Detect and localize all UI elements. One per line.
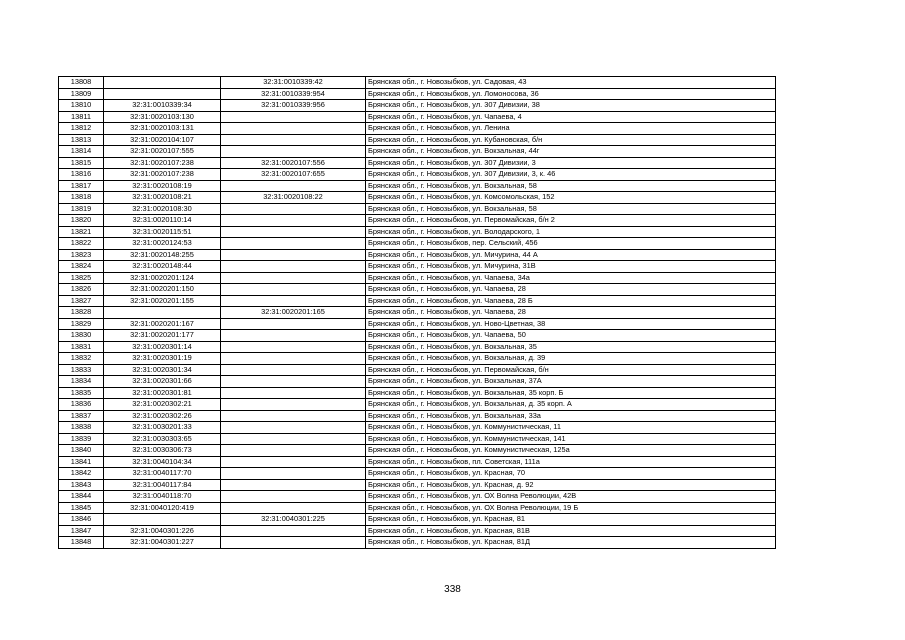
building-cadastral-number-cell <box>221 318 366 330</box>
building-cadastral-number-cell <box>221 433 366 445</box>
address-cell: Брянская обл., г. Новозыбков, ул. Чапаева, 34а <box>366 272 776 284</box>
building-cadastral-number-cell <box>221 341 366 353</box>
cadastral-number-cell: 32:31:0020201:150 <box>104 284 221 296</box>
building-cadastral-number-cell <box>221 399 366 411</box>
address-cell: Брянская обл., г. Новозыбков, ул. Мичурина, 31В <box>366 261 776 273</box>
table-row <box>59 157 776 169</box>
building-cadastral-number-cell <box>221 134 366 146</box>
table-row <box>59 376 776 388</box>
row-number-cell: 13843 <box>59 479 104 491</box>
building-cadastral-number-cell <box>221 376 366 388</box>
row-number-cell: 13834 <box>59 376 104 388</box>
row-number-cell: 13836 <box>59 399 104 411</box>
cadastral-number-cell: 32:31:0020302:21 <box>104 399 221 411</box>
building-cadastral-number-cell <box>221 249 366 261</box>
row-number-cell: 13839 <box>59 433 104 445</box>
row-number-cell: 13823 <box>59 249 104 261</box>
row-number-cell: 13832 <box>59 353 104 365</box>
building-cadastral-number-cell <box>221 410 366 422</box>
building-cadastral-number-cell <box>221 272 366 284</box>
building-cadastral-number-cell <box>221 491 366 503</box>
address-cell: Брянская обл., г. Новозыбков, ул. 307 Дивизии, 3, к. 46 <box>366 169 776 181</box>
building-cadastral-number-cell: 32:31:0010339:956 <box>221 100 366 112</box>
cadastral-number-cell: 32:31:0020110:14 <box>104 215 221 227</box>
building-cadastral-number-cell <box>221 468 366 480</box>
building-cadastral-number-cell: 32:31:0010339:954 <box>221 88 366 100</box>
address-cell: Брянская обл., г. Новозыбков, ул. Чапаева, 28 Б <box>366 295 776 307</box>
table-row <box>59 456 776 468</box>
table-row <box>59 399 776 411</box>
table-row <box>59 479 776 491</box>
address-cell: Брянская обл., г. Новозыбков, ул. Вокзальная, 37А <box>366 376 776 388</box>
address-cell: Брянская обл., г. Новозыбков, ул. Коммунистическая, 141 <box>366 433 776 445</box>
table-row <box>59 525 776 537</box>
row-number-cell: 13821 <box>59 226 104 238</box>
address-cell: Брянская обл., г. Новозыбков, ул. Красная, д. 92 <box>366 479 776 491</box>
address-cell: Брянская обл., г. Новозыбков, ул. Володарского, 1 <box>366 226 776 238</box>
address-cell: Брянская обл., г. Новозыбков, пер. Сельский, 456 <box>366 238 776 250</box>
address-cell: Брянская обл., г. Новозыбков, ул. Красная, 81 <box>366 514 776 526</box>
building-cadastral-number-cell: 32:31:0020107:556 <box>221 157 366 169</box>
address-cell: Брянская обл., г. Новозыбков, ул. Красная, 81Д <box>366 537 776 549</box>
address-cell: Брянская обл., г. Новозыбков, ул. Чапаева, 4 <box>366 111 776 123</box>
cadastral-number-cell: 32:31:0020108:21 <box>104 192 221 204</box>
building-cadastral-number-cell <box>221 525 366 537</box>
building-cadastral-number-cell: 32:31:0010339:42 <box>221 77 366 89</box>
table-row <box>59 77 776 89</box>
building-cadastral-number-cell <box>221 284 366 296</box>
row-number-cell: 13817 <box>59 180 104 192</box>
building-cadastral-number-cell <box>221 295 366 307</box>
row-number-cell: 13811 <box>59 111 104 123</box>
address-cell: Брянская обл., г. Новозыбков, ул. Первомайская, б/н <box>366 364 776 376</box>
row-number-cell: 13829 <box>59 318 104 330</box>
cadastral-number-cell: 32:31:0020107:238 <box>104 157 221 169</box>
building-cadastral-number-cell <box>221 226 366 238</box>
cadastral-number-cell: 32:31:0040301:226 <box>104 525 221 537</box>
cadastral-number-cell: 32:31:0020302:26 <box>104 410 221 422</box>
cadastral-number-cell: 32:31:0040301:227 <box>104 537 221 549</box>
cadastral-number-cell: 32:31:0020107:555 <box>104 146 221 158</box>
row-number-cell: 13819 <box>59 203 104 215</box>
cadastral-number-cell: 32:31:0030306:73 <box>104 445 221 457</box>
row-number-cell: 13831 <box>59 341 104 353</box>
building-cadastral-number-cell <box>221 387 366 399</box>
registry-table <box>58 76 776 549</box>
cadastral-number-cell: 32:31:0020301:19 <box>104 353 221 365</box>
table-row <box>59 134 776 146</box>
cadastral-number-cell: 32:31:0020201:177 <box>104 330 221 342</box>
cadastral-number-cell: 32:31:0040117:84 <box>104 479 221 491</box>
row-number-cell: 13825 <box>59 272 104 284</box>
row-number-cell: 13835 <box>59 387 104 399</box>
building-cadastral-number-cell <box>221 364 366 376</box>
cadastral-number-cell: 32:31:0010339:34 <box>104 100 221 112</box>
address-cell: Брянская обл., г. Новозыбков, ул. Ново-Цветная, 38 <box>366 318 776 330</box>
address-cell: Брянская обл., г. Новозыбков, ул. Комсомольская, 152 <box>366 192 776 204</box>
building-cadastral-number-cell: 32:31:0020201:165 <box>221 307 366 319</box>
cadastral-number-cell: 32:31:0020148:255 <box>104 249 221 261</box>
table-row <box>59 284 776 296</box>
cadastral-number-cell: 32:31:0020107:238 <box>104 169 221 181</box>
cadastral-number-cell: 32:31:0020124:53 <box>104 238 221 250</box>
address-cell: Брянская обл., г. Новозыбков, ул. 307 Дивизии, 3 <box>366 157 776 169</box>
table-row <box>59 295 776 307</box>
row-number-cell: 13822 <box>59 238 104 250</box>
address-cell: Брянская обл., г. Новозыбков, ул. Вокзальная, 33а <box>366 410 776 422</box>
row-number-cell: 13828 <box>59 307 104 319</box>
address-cell: Брянская обл., г. Новозыбков, ул. ОХ Волна Революции, 19 Б <box>366 502 776 514</box>
cadastral-number-cell: 32:31:0020115:51 <box>104 226 221 238</box>
row-number-cell: 13845 <box>59 502 104 514</box>
cadastral-number-cell: 32:31:0020108:19 <box>104 180 221 192</box>
address-cell: Брянская обл., г. Новозыбков, ул. Вокзальная, 35 <box>366 341 776 353</box>
address-cell: Брянская обл., г. Новозыбков, ул. ОХ Волна Революции, 42В <box>366 491 776 503</box>
row-number-cell: 13848 <box>59 537 104 549</box>
building-cadastral-number-cell: 32:31:0040301:225 <box>221 514 366 526</box>
cadastral-number-cell: 32:31:0020201:167 <box>104 318 221 330</box>
address-cell: Брянская обл., г. Новозыбков, ул. Вокзальная, д. 39 <box>366 353 776 365</box>
address-cell: Брянская обл., г. Новозыбков, ул. Чапаева, 28 <box>366 284 776 296</box>
table-row <box>59 514 776 526</box>
building-cadastral-number-cell: 32:31:0020108:22 <box>221 192 366 204</box>
row-number-cell: 13812 <box>59 123 104 135</box>
building-cadastral-number-cell <box>221 353 366 365</box>
row-number-cell: 13841 <box>59 456 104 468</box>
table-row <box>59 249 776 261</box>
address-cell: Брянская обл., г. Новозыбков, ул. Мичурина, 44 А <box>366 249 776 261</box>
building-cadastral-number-cell <box>221 123 366 135</box>
table-row <box>59 180 776 192</box>
building-cadastral-number-cell <box>221 111 366 123</box>
row-number-cell: 13810 <box>59 100 104 112</box>
row-number-cell: 13847 <box>59 525 104 537</box>
table-row <box>59 238 776 250</box>
address-cell: Брянская обл., г. Новозыбков, ул. Вокзальная, 44г <box>366 146 776 158</box>
cadastral-number-cell: 32:31:0020148:44 <box>104 261 221 273</box>
row-number-cell: 13844 <box>59 491 104 503</box>
row-number-cell: 13815 <box>59 157 104 169</box>
address-cell: Брянская обл., г. Новозыбков, ул. Ломоносова, 36 <box>366 88 776 100</box>
address-cell: Брянская обл., г. Новозыбков, пл. Советская, 111а <box>366 456 776 468</box>
row-number-cell: 13826 <box>59 284 104 296</box>
table-row <box>59 226 776 238</box>
table-row <box>59 318 776 330</box>
row-number-cell: 13824 <box>59 261 104 273</box>
building-cadastral-number-cell <box>221 203 366 215</box>
row-number-cell: 13846 <box>59 514 104 526</box>
building-cadastral-number-cell <box>221 215 366 227</box>
table-row <box>59 123 776 135</box>
cadastral-number-cell: 32:31:0020301:81 <box>104 387 221 399</box>
cadastral-number-cell <box>104 77 221 89</box>
table-row <box>59 341 776 353</box>
table-row <box>59 353 776 365</box>
cadastral-number-cell <box>104 514 221 526</box>
table-row <box>59 192 776 204</box>
cadastral-number-cell: 32:31:0020201:155 <box>104 295 221 307</box>
building-cadastral-number-cell: 32:31:0020107:655 <box>221 169 366 181</box>
row-number-cell: 13818 <box>59 192 104 204</box>
table-row <box>59 537 776 549</box>
address-cell: Брянская обл., г. Новозыбков, ул. 307 Дивизии, 38 <box>366 100 776 112</box>
building-cadastral-number-cell <box>221 238 366 250</box>
table-row <box>59 410 776 422</box>
building-cadastral-number-cell <box>221 422 366 434</box>
page-number: 338 <box>444 584 461 595</box>
row-number-cell: 13838 <box>59 422 104 434</box>
cadastral-number-cell: 32:31:0020301:34 <box>104 364 221 376</box>
address-cell: Брянская обл., г. Новозыбков, ул. Ленина <box>366 123 776 135</box>
table-row <box>59 422 776 434</box>
table-row <box>59 330 776 342</box>
cadastral-number-cell: 32:31:0040104:34 <box>104 456 221 468</box>
table-row <box>59 100 776 112</box>
row-number-cell: 13840 <box>59 445 104 457</box>
cadastral-number-cell: 32:31:0020103:131 <box>104 123 221 135</box>
address-cell: Брянская обл., г. Новозыбков, ул. Садовая, 43 <box>366 77 776 89</box>
address-cell: Брянская обл., г. Новозыбков, ул. Красная, 81В <box>366 525 776 537</box>
table-row <box>59 272 776 284</box>
table-row <box>59 502 776 514</box>
cadastral-number-cell: 32:31:0030303:65 <box>104 433 221 445</box>
row-number-cell: 13827 <box>59 295 104 307</box>
row-number-cell: 13816 <box>59 169 104 181</box>
cadastral-number-cell: 32:31:0040120:419 <box>104 502 221 514</box>
table-row <box>59 215 776 227</box>
table-row <box>59 169 776 181</box>
cadastral-number-cell: 32:31:0020301:14 <box>104 341 221 353</box>
address-cell: Брянская обл., г. Новозыбков, ул. Вокзальная, д. 35 корп. А <box>366 399 776 411</box>
address-cell: Брянская обл., г. Новозыбков, ул. Коммунистическая, 11 <box>366 422 776 434</box>
building-cadastral-number-cell <box>221 330 366 342</box>
table-row <box>59 203 776 215</box>
table-row <box>59 88 776 100</box>
row-number-cell: 13820 <box>59 215 104 227</box>
building-cadastral-number-cell <box>221 456 366 468</box>
row-number-cell: 13808 <box>59 77 104 89</box>
address-cell: Брянская обл., г. Новозыбков, ул. Вокзальная, 58 <box>366 203 776 215</box>
table-row <box>59 468 776 480</box>
table-row <box>59 491 776 503</box>
cadastral-number-cell <box>104 307 221 319</box>
table-row <box>59 364 776 376</box>
address-cell: Брянская обл., г. Новозыбков, ул. Вокзальная, 35 корп. Б <box>366 387 776 399</box>
cadastral-number-cell: 32:31:0020301:66 <box>104 376 221 388</box>
row-number-cell: 13809 <box>59 88 104 100</box>
building-cadastral-number-cell <box>221 261 366 273</box>
address-cell: Брянская обл., г. Новозыбков, ул. Красная, 70 <box>366 468 776 480</box>
cadastral-number-cell: 32:31:0020201:124 <box>104 272 221 284</box>
table-row <box>59 387 776 399</box>
address-cell: Брянская обл., г. Новозыбков, ул. Коммунистическая, 125а <box>366 445 776 457</box>
address-cell: Брянская обл., г. Новозыбков, ул. Чапаева, 28 <box>366 307 776 319</box>
registry-table-body <box>59 77 776 549</box>
cadastral-number-cell: 32:31:0040117:70 <box>104 468 221 480</box>
cadastral-number-cell: 32:31:0020103:130 <box>104 111 221 123</box>
row-number-cell: 13842 <box>59 468 104 480</box>
building-cadastral-number-cell <box>221 180 366 192</box>
cadastral-number-cell: 32:31:0020108:30 <box>104 203 221 215</box>
row-number-cell: 13837 <box>59 410 104 422</box>
cadastral-number-cell <box>104 88 221 100</box>
table-row <box>59 111 776 123</box>
cadastral-number-cell: 32:31:0030201:33 <box>104 422 221 434</box>
address-cell: Брянская обл., г. Новозыбков, ул. Вокзальная, 58 <box>366 180 776 192</box>
address-cell: Брянская обл., г. Новозыбков, ул. Первомайская, б/н 2 <box>366 215 776 227</box>
building-cadastral-number-cell <box>221 479 366 491</box>
row-number-cell: 13833 <box>59 364 104 376</box>
row-number-cell: 13814 <box>59 146 104 158</box>
row-number-cell: 13830 <box>59 330 104 342</box>
building-cadastral-number-cell <box>221 146 366 158</box>
cadastral-number-cell: 32:31:0020104:107 <box>104 134 221 146</box>
table-row <box>59 433 776 445</box>
row-number-cell: 13813 <box>59 134 104 146</box>
table-row <box>59 307 776 319</box>
address-cell: Брянская обл., г. Новозыбков, ул. Кубановская, б/н <box>366 134 776 146</box>
building-cadastral-number-cell <box>221 537 366 549</box>
table-row <box>59 146 776 158</box>
address-cell: Брянская обл., г. Новозыбков, ул. Чапаева, 50 <box>366 330 776 342</box>
building-cadastral-number-cell <box>221 445 366 457</box>
building-cadastral-number-cell <box>221 502 366 514</box>
table-row <box>59 261 776 273</box>
table-row <box>59 445 776 457</box>
cadastral-number-cell: 32:31:0040118:70 <box>104 491 221 503</box>
